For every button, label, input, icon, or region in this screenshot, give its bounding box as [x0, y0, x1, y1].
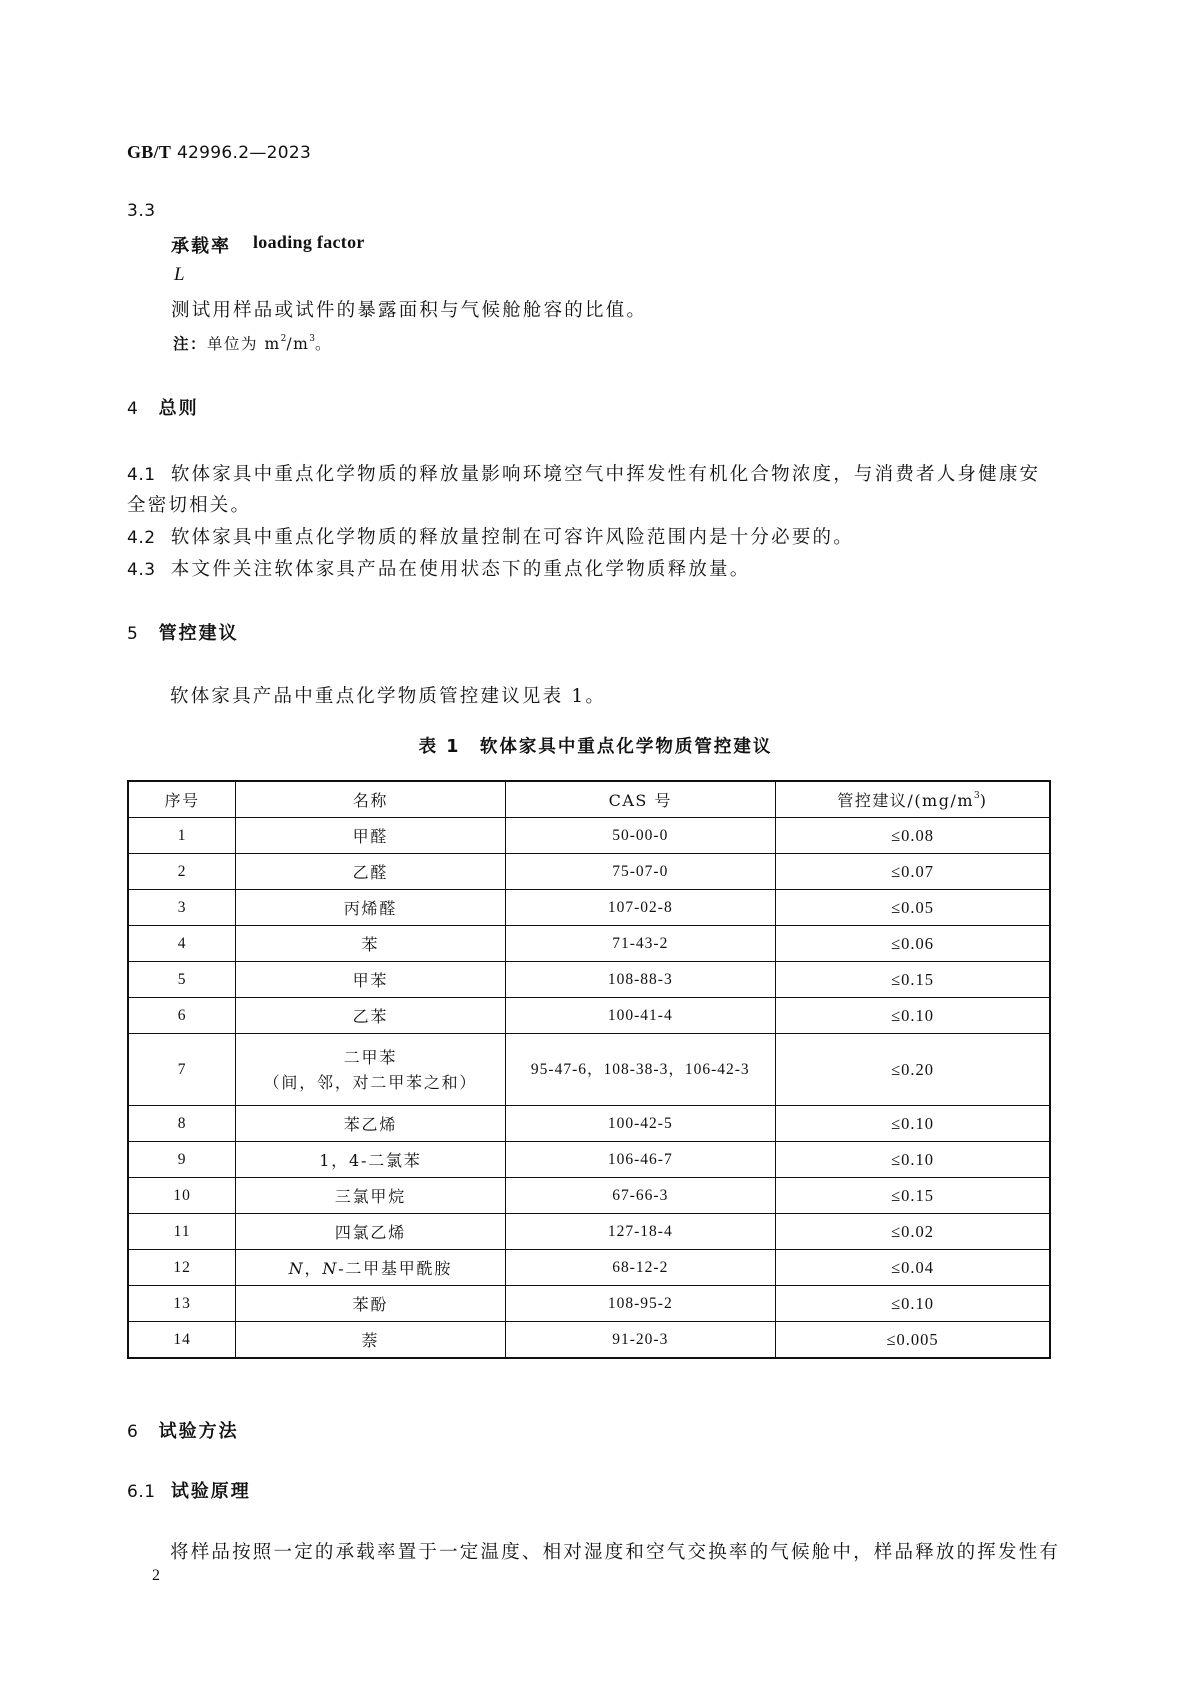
section-5-paragraph: 软体家具产品中重点化学物质管控建议见表 1。	[170, 686, 607, 707]
clause-4-3-number: 4.3	[127, 560, 156, 580]
cell-cas: 107-02-8	[505, 890, 775, 926]
cell-limit: ≤0.10	[775, 998, 1050, 1034]
clause-4-2-number: 4.2	[127, 528, 156, 548]
header-name: 名称	[236, 781, 505, 818]
cell-limit: ≤0.15	[775, 1178, 1050, 1214]
header-limit	[775, 781, 1050, 818]
section-6-heading	[127, 1417, 239, 1443]
cell-limit: ≤0.10	[775, 1286, 1050, 1322]
cell-no: 5	[128, 962, 236, 998]
cell-cas: 91-20-3	[505, 1322, 775, 1359]
cell-cas: 127-18-4	[505, 1214, 775, 1250]
cell-name: 乙苯	[236, 998, 505, 1034]
section-4-number: 4	[127, 399, 139, 419]
table-row	[128, 1034, 1050, 1106]
cell-limit: ≤0.02	[775, 1214, 1050, 1250]
document-id	[127, 142, 311, 163]
note-text-b: /m	[286, 335, 310, 353]
table-row	[128, 1214, 1050, 1250]
cell-name: 甲苯	[236, 962, 505, 998]
note-sup-b: 3	[309, 334, 316, 344]
section-6-1-title: 试验原理	[170, 1481, 251, 1502]
table-row	[128, 890, 1050, 926]
section-5-number: 5	[127, 624, 139, 644]
header-cas: CAS 号	[505, 781, 775, 818]
cell-name	[236, 1250, 505, 1286]
table-row	[128, 1322, 1050, 1359]
cell-name: 三氯甲烷	[236, 1178, 505, 1214]
cell-name: 萘	[236, 1322, 505, 1359]
cell-limit: ≤0.07	[775, 854, 1050, 890]
header-limit-sup: 3	[974, 791, 980, 801]
cell-no: 1	[128, 818, 236, 854]
section-4-title: 总则	[158, 398, 199, 419]
header-limit-end: )	[979, 791, 988, 810]
cell-cas: 100-41-4	[505, 998, 775, 1034]
page-number: 2	[152, 1567, 160, 1584]
cell-no: 3	[128, 890, 236, 926]
cell-cas: 50-00-0	[505, 818, 775, 854]
cell-name	[236, 1034, 505, 1106]
section-5-heading	[127, 619, 239, 645]
cell-name-line1: 二甲苯	[343, 1047, 398, 1067]
section-6-1-heading	[127, 1477, 251, 1503]
table-row	[128, 1142, 1050, 1178]
doc-prefix: GB/T	[127, 142, 172, 162]
clause-4-2-text: 软体家具中重点化学物质的释放量控制在可容许风险范围内是十分必要的。	[170, 527, 854, 548]
cell-name-italic-n2: N	[322, 1259, 339, 1278]
cell-cas: 68-12-2	[505, 1250, 775, 1286]
header-limit-text: 管控建议/(mg/m	[837, 791, 975, 810]
table-row	[128, 926, 1050, 962]
cell-no: 11	[128, 1214, 236, 1250]
cell-cas: 95-47-6，108-38-3，106-42-3	[505, 1034, 775, 1106]
term-title-zh: 承载率	[171, 236, 231, 257]
table-row	[128, 818, 1050, 854]
clause-4-1-number: 4.1	[127, 465, 156, 485]
table-row	[128, 962, 1050, 998]
cell-limit: ≤0.20	[775, 1034, 1050, 1106]
cell-cas: 75-07-0	[505, 854, 775, 890]
cell-limit: ≤0.10	[775, 1106, 1050, 1142]
section-5-title: 管控建议	[158, 623, 239, 644]
cell-limit: ≤0.15	[775, 962, 1050, 998]
cell-cas: 71-43-2	[505, 926, 775, 962]
header-no: 序号	[128, 781, 236, 818]
section-6-1-paragraph: 将样品按照一定的承载率置于一定温度、相对湿度和空气交换率的气候舱中，样品释放的挥发性有	[170, 1542, 1061, 1563]
cell-limit: ≤0.06	[775, 926, 1050, 962]
table-row	[128, 1106, 1050, 1142]
clause-4-1	[127, 460, 1040, 486]
cell-cas: 106-46-7	[505, 1142, 775, 1178]
note-sup-a: 2	[280, 334, 287, 344]
cell-no: 13	[128, 1286, 236, 1322]
cell-no: 8	[128, 1106, 236, 1142]
term-definition: 测试用样品或试件的暴露面积与气候舱舱容的比值。	[171, 300, 648, 321]
table-row	[128, 1178, 1050, 1214]
cell-limit: ≤0.04	[775, 1250, 1050, 1286]
section-4-heading	[127, 394, 199, 420]
cell-name: 苯乙烯	[236, 1106, 505, 1142]
table-row	[128, 1250, 1050, 1286]
note-text-a: 单位为 m	[207, 335, 281, 353]
cell-limit: ≤0.08	[775, 818, 1050, 854]
cell-name-sep: ，	[304, 1259, 323, 1278]
table-row	[128, 1286, 1050, 1322]
table-row	[128, 998, 1050, 1034]
note-label: 注：	[173, 335, 208, 353]
cell-name: 苯酚	[236, 1286, 505, 1322]
cell-no: 14	[128, 1322, 236, 1359]
cell-no: 9	[128, 1142, 236, 1178]
cell-no: 6	[128, 998, 236, 1034]
cell-name-rest: -二甲基甲酰胺	[338, 1259, 453, 1278]
cell-limit: ≤0.005	[775, 1322, 1050, 1359]
clause-4-1-line2: 全密切相关。	[127, 495, 252, 516]
cell-limit: ≤0.05	[775, 890, 1050, 926]
table-row	[128, 854, 1050, 890]
note-text-c: 。	[315, 335, 333, 353]
cell-no: 12	[128, 1250, 236, 1286]
term-note	[173, 332, 332, 354]
cell-name: 甲醛	[236, 818, 505, 854]
section-6-number: 6	[127, 1422, 139, 1442]
cell-no: 2	[128, 854, 236, 890]
cell-name: 1，4-二氯苯	[236, 1142, 505, 1178]
clause-4-3	[127, 555, 750, 581]
cell-name-line2: （间，邻，对二甲苯之和）	[263, 1072, 478, 1092]
clause-4-1-line1: 软体家具中重点化学物质的释放量影响环境空气中挥发性有机化合物浓度，与消费者人身健康安	[170, 464, 1041, 485]
clause-4-3-text: 本文件关注软体家具产品在使用状态下的重点化学物质释放量。	[170, 559, 751, 580]
cell-name: 乙醛	[236, 854, 505, 890]
cell-name: 苯	[236, 926, 505, 962]
term-title-en: loading factor	[253, 232, 365, 252]
clause-4-2	[127, 523, 854, 549]
cell-name-italic-n1: N	[288, 1259, 305, 1278]
cell-cas: 108-95-2	[505, 1286, 775, 1322]
term-number: 3.3	[127, 201, 156, 221]
cell-no: 7	[128, 1034, 236, 1106]
cell-cas: 67-66-3	[505, 1178, 775, 1214]
cell-cas: 108-88-3	[505, 962, 775, 998]
term-symbol: L	[174, 264, 185, 285]
doc-number: 42996.2—2023	[176, 143, 312, 163]
cell-name: 丙烯醛	[236, 890, 505, 926]
section-6-1-number: 6.1	[127, 1482, 156, 1502]
cell-cas: 100-42-5	[505, 1106, 775, 1142]
cell-name: 四氯乙烯	[236, 1214, 505, 1250]
table-header-row	[128, 781, 1050, 818]
cell-limit: ≤0.10	[775, 1142, 1050, 1178]
table-caption: 表 1 软体家具中重点化学物质管控建议	[418, 737, 773, 757]
substance-table	[127, 780, 1051, 1359]
cell-no: 10	[128, 1178, 236, 1214]
section-6-title: 试验方法	[158, 1421, 239, 1442]
cell-no: 4	[128, 926, 236, 962]
